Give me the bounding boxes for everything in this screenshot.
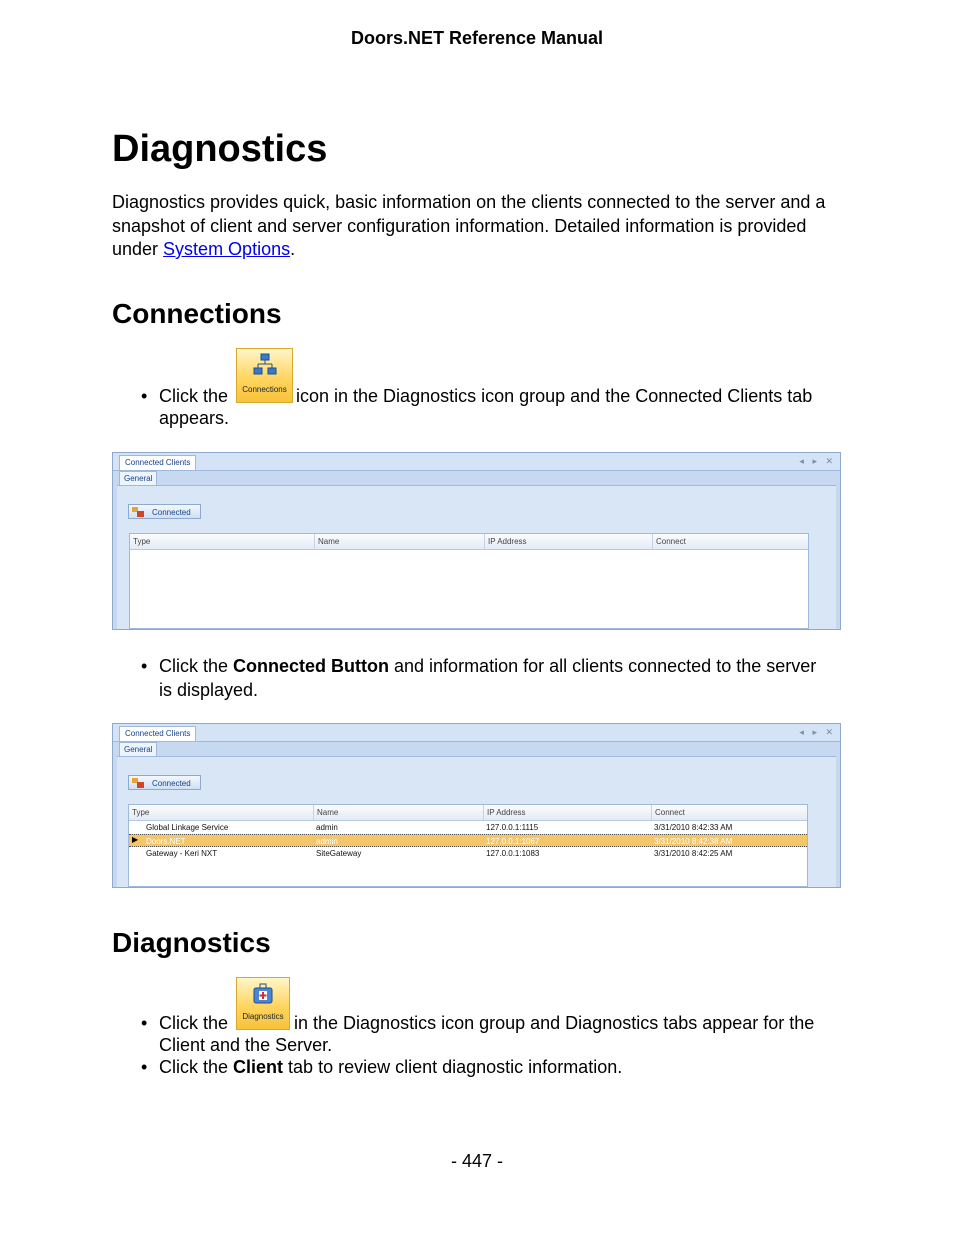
cell-type: Gateway - Keri NXT [146,849,218,858]
connections-heading: Connections [112,298,282,329]
bullet-text-bold: Client [233,1057,284,1077]
bullet-text-pre: Click the [159,1057,234,1077]
bullet-text: Click the [159,1013,229,1033]
page-title: Diagnostics [112,128,328,170]
bullet-text-pre: Click the [159,656,234,676]
first-aid-kit-icon [251,982,275,1006]
cell-type: Doors.NET [146,837,186,846]
table-row-selected[interactable] [129,834,807,847]
page-number: - 447 - [450,1151,504,1171]
system-options-link[interactable]: System Options [163,239,291,259]
connections-icon-label: Connections [242,385,287,394]
grid-header [129,805,807,821]
bullet-text-bold: Connected Button [233,656,390,676]
cell-connect: 3/31/2010 8:42:25 AM [654,849,733,858]
bullet-text: appears. [159,408,230,428]
row-pointer-icon: ▶ [132,835,139,844]
table-row[interactable] [129,847,807,860]
connections-bullet-2 [141,655,841,701]
intro-period: . [290,239,296,259]
connected-button[interactable] [128,504,201,519]
bullet-text: Click the [159,386,229,406]
intro-text: Diagnostics provides quick, basic information on the clients connected to the server and a snapshot of client and server configuration information. Detailed information is provided under [112,192,826,259]
column-header-type[interactable]: Type [132,808,150,817]
clients-grid [129,533,809,629]
column-header-ip[interactable]: IP Address [483,805,651,820]
cell-ip: 127.0.0.1:1083 [486,849,540,858]
connected-icon [132,507,144,517]
cell-ip: 127.0.0.1:1115 [486,823,539,832]
connected-button[interactable] [128,775,201,790]
connections-icon-button[interactable] [236,348,293,403]
bullet-text [159,1056,622,1078]
column-header-name[interactable]: Name [314,534,484,549]
table-row[interactable] [129,821,807,834]
tab-controls[interactable]: ◂ ▸ ✕ [799,456,836,466]
column-header-ip[interactable]: IP Address [484,534,652,549]
connected-clients-panel-empty [112,452,841,630]
tab-connected-clients[interactable]: Connected Clients [119,455,196,470]
manual-header: Doors.NET Reference Manual [350,28,604,48]
panel-body [117,756,836,887]
cell-type: Global Linkage Service [146,823,229,832]
clients-grid [128,804,808,887]
bullet-dot: • [141,656,148,676]
connected-button-label: Connected [152,779,191,788]
bullet-text: in the Diagnostics icon group and Diagnostics tabs appear for the [294,1013,815,1033]
bullet-text-post: tab to review client diagnostic information. [283,1057,623,1077]
bullet-text: Client and the Server. [159,1035,333,1055]
diagnostics-icon-button[interactable] [236,977,290,1030]
connected-icon [132,778,144,788]
bullet-text: icon in the Diagnostics icon group and the Connected Clients tab [296,386,813,406]
cell-name: admin [316,837,338,846]
tab-controls[interactable]: ◂ ▸ ✕ [799,727,836,737]
column-header-type[interactable]: Type [133,537,151,546]
cell-connect: 3/31/2010 8:42:33 AM [654,823,733,832]
tab-general[interactable]: General [119,742,157,758]
bullet-dot: • [141,386,148,406]
bullet-dot: • [141,1013,148,1033]
tab-general[interactable]: General [119,471,157,487]
intro-paragraph [112,191,847,262]
tab-connected-clients[interactable]: Connected Clients [119,726,196,741]
column-header-name[interactable]: Name [313,805,483,820]
grid-header [130,534,808,550]
bullet-dot: • [141,1057,148,1077]
column-header-connect[interactable]: Connect [652,534,808,549]
diagnostics-bullet-2 [141,1056,841,1080]
cell-name: SiteGateway [316,849,362,858]
network-icon [253,353,277,377]
bullet-text-post: and information for all clients connected to the server [389,656,817,676]
bullet-text [159,655,816,677]
connected-clients-panel-populated [112,723,841,888]
panel-body [117,485,836,629]
cell-ip: 127.0.0.1:1067 [486,837,540,846]
cell-name: admin [316,823,338,832]
diagnostics-icon-label: Diagnostics [242,1012,284,1021]
tab-bar [113,453,840,471]
column-header-connect[interactable]: Connect [651,805,807,820]
connected-button-label: Connected [152,508,191,517]
diagnostics-heading: Diagnostics [112,927,271,958]
tab-bar [113,724,840,742]
cell-connect: 3/31/2010 8:42:38 AM [654,837,733,846]
bullet-text: is displayed. [159,680,259,700]
